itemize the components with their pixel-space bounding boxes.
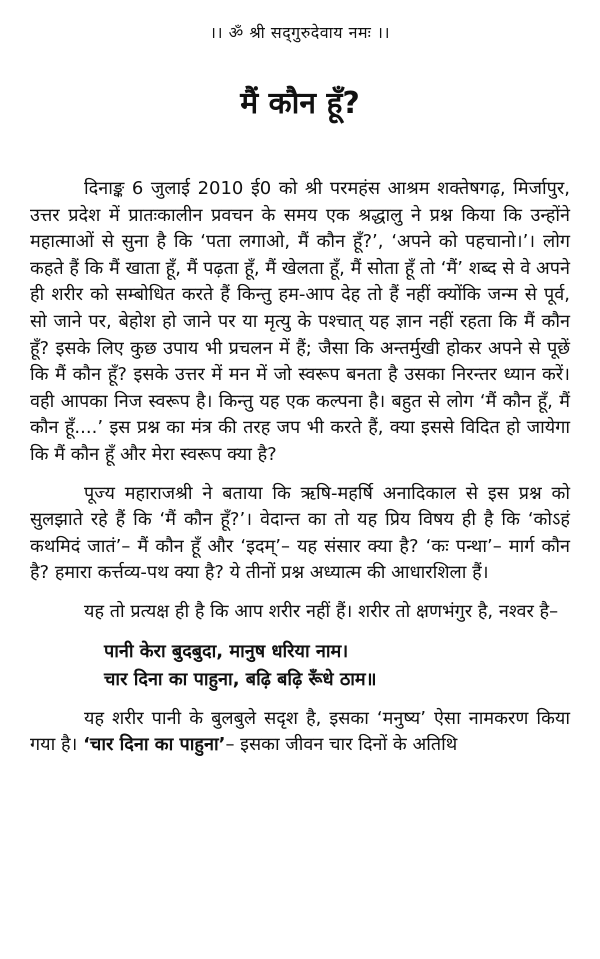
couplet-line-1: पानी केरा बुदबुदा, मानुष धरिया नाम। xyxy=(104,640,349,662)
invocation-header: ।। ॐ श्री सद्‌गुरुदेवाय नमः ।। xyxy=(209,23,391,42)
paragraph-2: पूज्य महाराजश्री ने बताया कि ऋषि-महर्षि अनादिकाल से इस प्रश्न को सुलझाते रहे हैं कि ‘मैं कौन हूँ?’। वेदान्त का तो यह प्रिय विषय ही है कि ‘कोऽहं कथमिदं जातं’– मैं कौन हूँ और ‘इदम्’– यह संसार क्या है? ‘कः पन्था’– मार्ग कौन है? हमारा कर्त्तव्य-पथ क्या है? ये तीनों प्रश्न अध्यात्म की आधारशिला हैं। xyxy=(30,482,570,584)
couplet-line-2: चार दिना का पाहुना, बढ़ि बढ़ि रूँधे ठाम॥ xyxy=(104,668,377,690)
paragraph-4-text-end: – इसका जीवन चार दिनों के अतिथि xyxy=(225,734,458,756)
paragraph-4-bold-quote: ‘चार दिना का पाहुना’ xyxy=(83,734,226,756)
paragraph-4 xyxy=(30,706,570,759)
body-text xyxy=(30,176,570,759)
paragraph-3: यह तो प्रत्यक्ष ही है कि आप शरीर नहीं हैं। शरीर तो क्षणभंगुर है, नश्वर है– xyxy=(84,600,559,622)
page-title: मैं कौन हूँ? xyxy=(240,86,360,121)
paragraph-1: दिनाङ्क 6 जुलाई 2010 ई0 को श्री परमहंस आश्रम शक्तेषगढ़, मिर्जापुर, उत्तर प्रदेश में प्रातःकालीन प्रवचन के समय एक श्रद्धालु ने प्रश्न किया कि उन्होंने महात्माओं से सुना है कि ‘पता लगाओ, मैं कौन हूँ?’, ‘अपने को पहचानो।’। लोग कहते हैं कि मैं खाता हूँ, मैं पढ़ता हूँ, मैं खेलता हूँ, मैं सोता हूँ तो ‘मैं’ शब्द से वे अपने ही शरीर को सम्बोधित करते हैं किन्तु हम-आप देह तो हैं नहीं क्योंकि जन्म से पूर्व, सो जाने पर, बेहोश हो जाने पर या मृत्यु के पश्चात्‌ यह ज्ञान नहीं रहता कि मैं कौन हूँ? इसके लिए कुछ उपाय भी प्रचलन में हैं; जैसा कि अन्तर्मुखी होकर अपने से पूछें कि मैं कौन हूँ? इसके उत्तर में मन में जो स्वरूप बनता है उसका निरन्तर ध्यान करें। वही आपका निज स्वरूप है। किन्तु यह एक कल्पना है। बहुत से लोग ‘मैं कौन हूँ, मैं कौन हूँ....’ इस प्रश्न का मंत्र की तरह जप भी करते हैं, क्या इससे विदित हो जायेगा कि मैं कौन हूँ और मेरा स्वरूप क्या है? xyxy=(30,178,570,465)
paragraph-4-text: यह शरीर पानी के बुलबुले सदृश है, इसका ‘मनुष्य’ ऐसा नामकरण किया गया है। xyxy=(30,707,570,756)
